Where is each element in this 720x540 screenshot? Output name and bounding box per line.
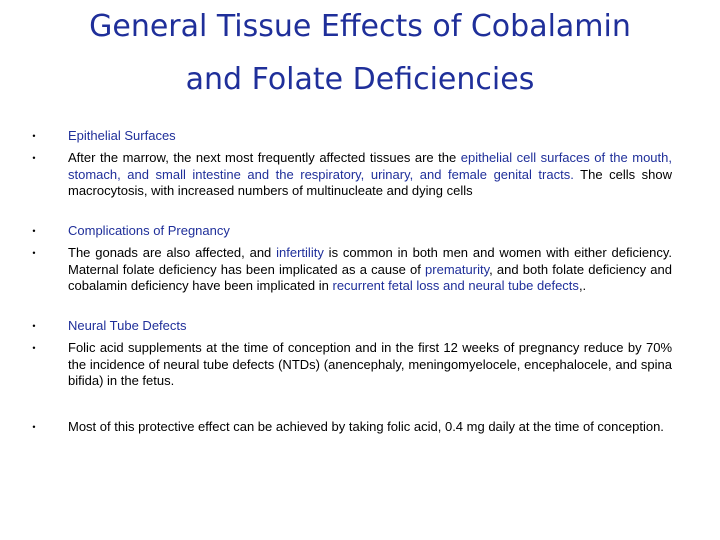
bullet-item-ntd-body [32,340,672,390]
bullet-text: The cells show macrocytosis, with increased numbers of multinucleate and dying cells [68,166,673,199]
bullet-item-pregnancy-heading [32,223,672,240]
title-line-1: General Tissue Effects of Cobalamin [89,9,631,44]
bullet-text: ,. [578,278,587,294]
bullet-text-highlight: prematurity [425,261,490,277]
bullet-marker: • [32,153,36,163]
bullet-marker: • [32,131,36,141]
bullet-item-ntd-heading [32,318,672,335]
bullet-text: The gonads are also affected, and [68,245,277,260]
bullet-marker: • [32,226,36,236]
bullet-text: Most of this protective effect can be achieved by taking folic acid, 0.4 mg daily at the time of conception. [68,419,664,434]
bullet-text: , and both folate deficiency and cobalamin deficiency have been implicated in [68,261,672,294]
title-line-2: and Folate Deficiencies [185,62,535,97]
bullet-item-epithelial-body [32,150,673,200]
bullet-text-highlight: epithelial cell surfaces of the mouth, stomach, and small intestine and the respiratory, urinary, and female genital tracts. [68,150,672,182]
bullet-text: is common in both men and women with either deficiency. Maternal folate deficiency has been implicated as a cause of [68,245,672,277]
bullet-text: Folic acid supplements at the time of conception and in the first 12 weeks of pregnancy reduce by 70% the incidence of neural tube defects (NTDs) (anencephaly, meningomyelocele, encephalocele, and spina bifida) in the fetus. [68,340,672,389]
bullet-text: Epithelial Surfaces [68,128,176,143]
bullet-text: After the marrow, the next most frequently affected tissues are the [68,150,461,165]
bullet-marker: • [32,422,36,432]
bullet-item-epithelial-heading [32,128,672,145]
bullet-marker: • [32,248,36,258]
bullet-text-highlight: infertility [276,245,324,260]
bullet-text-highlight: recurrent fetal loss and neural tube defects [332,278,579,294]
bullet-marker: • [32,321,36,331]
bullet-item-protective-effect [32,419,672,436]
bullet-text: Neural Tube Defects [68,318,187,333]
bullet-marker: • [32,343,36,353]
bullet-text: Complications of Pregnancy [68,223,230,238]
bullet-item-pregnancy-body [32,245,672,295]
